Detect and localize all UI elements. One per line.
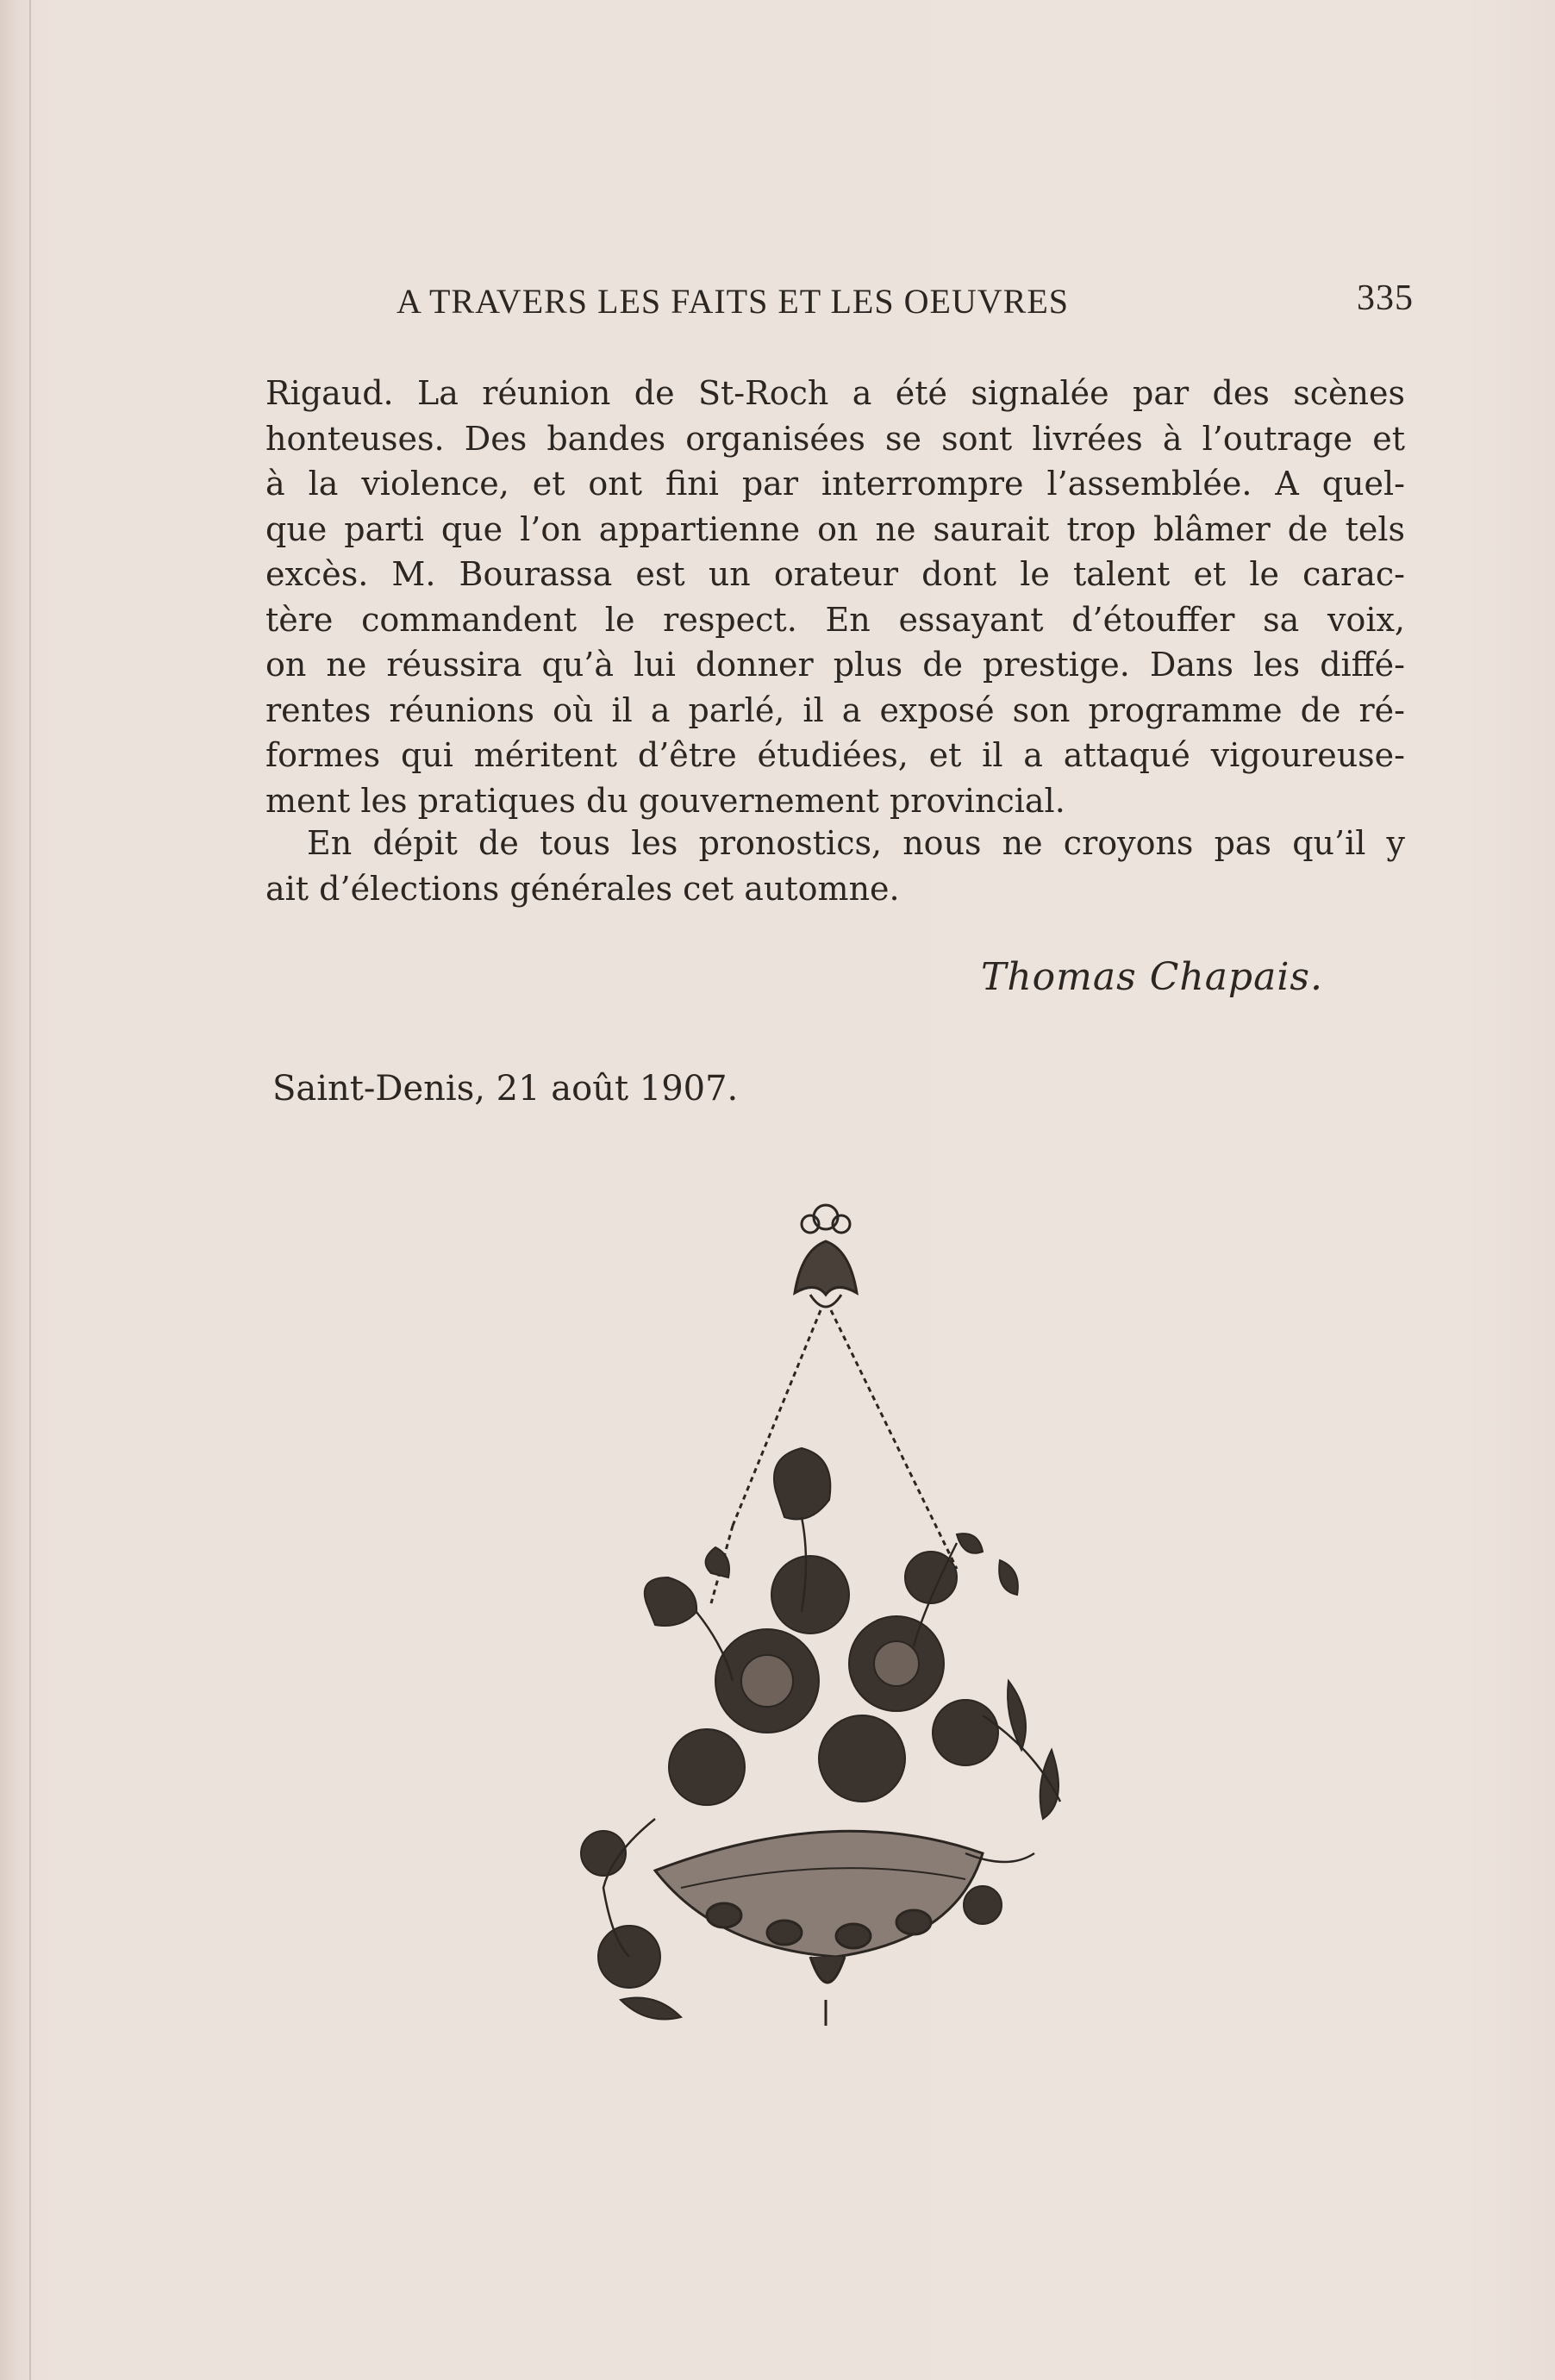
page-number: 335 [1357, 278, 1414, 318]
paragraph-2 [265, 821, 1405, 911]
text-line: ait d’élections générales cet automne. [265, 869, 900, 908]
text-line: à la violence, et ont fini par interrompre l’assemblée. A quel- [265, 465, 1405, 503]
text-line: on ne réussira qu’à lui donner plus de prestige. Dans les diffé- [265, 646, 1405, 684]
text-line: que parti que l’on appartienne on ne saurait trop blâmer de tels [265, 509, 1405, 548]
text-line: formes qui méritent d’être étudiées, et il a attaqué vigoureuse- [265, 736, 1405, 774]
text-line: Rigaud. La réunion de St-Roch a été signalée par des scènes [265, 374, 1405, 412]
author-signature: Thomas Chapais. [981, 955, 1323, 999]
text-line: ment les pratiques du gouvernement provincial. [265, 781, 1065, 820]
paragraph-1 [265, 371, 1405, 823]
text-line: En dépit de tous les pronostics, nous ne croyons pas qu’il y [307, 824, 1405, 862]
text-line: honteuses. Des bandes organisées se sont livrées à l’outrage et [265, 419, 1405, 458]
text-line: rentes réunions où il a parlé, il a exposé son programme de ré- [265, 690, 1405, 729]
text-line: tère commandent le respect. En essayant d’étouffer sa voix, [265, 600, 1405, 639]
running-title: A TRAVERS LES FAITS ET LES OEUVRES [397, 282, 1070, 321]
binding-edge [29, 0, 31, 2380]
dateline: Saint-Denis, 21 août 1907. [272, 1069, 739, 1109]
hanging-flower-basket-icon [552, 1198, 1138, 2069]
page-header [259, 274, 1414, 326]
text-line: excès. M. Bourassa est un orateur dont le talent et le carac- [265, 555, 1405, 593]
